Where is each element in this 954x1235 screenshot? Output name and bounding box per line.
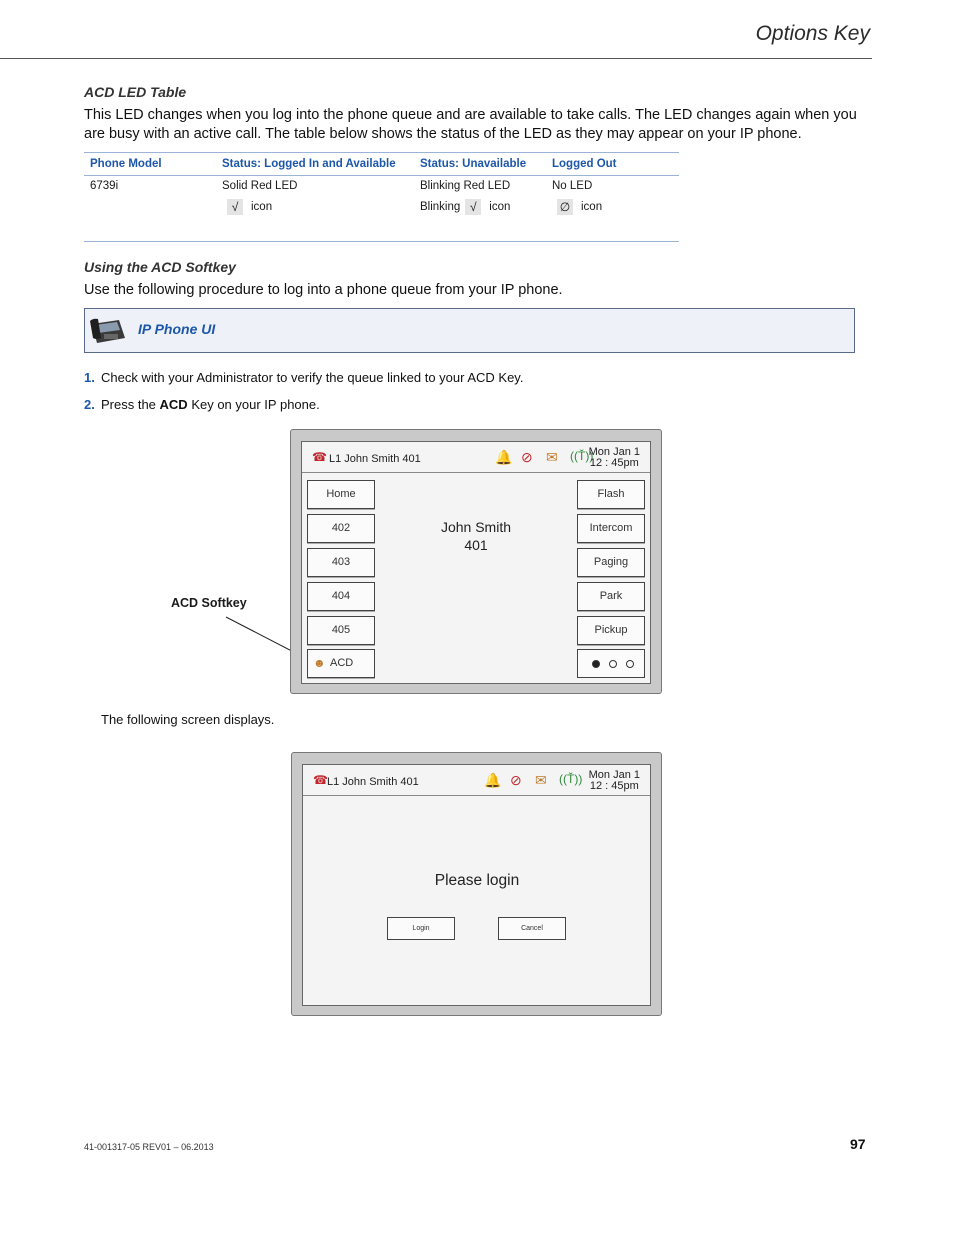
step-text-post: Key on your IP phone.	[187, 397, 320, 412]
login-prompt: Please login	[434, 872, 520, 889]
status-bar	[302, 442, 650, 473]
line-label: L1 John Smith 401	[329, 453, 421, 465]
phone-screen-1	[301, 441, 651, 684]
softkey-flash[interactable]: Flash	[577, 480, 645, 509]
ip-phone-ui-label: IP Phone UI	[138, 321, 216, 337]
step-text-pre: Press the	[101, 397, 160, 412]
date-time	[589, 447, 640, 469]
logged-out-text: No LED	[552, 180, 593, 192]
antenna-icon: ((Ť))	[570, 449, 594, 463]
phone-screen-2-frame	[291, 752, 662, 1016]
unavailable-text: Blinking Red LED	[420, 180, 511, 192]
login-button[interactable]: Login	[387, 917, 455, 940]
page-indicator-button[interactable]	[577, 649, 645, 678]
line-label: L1 John Smith 401	[327, 776, 419, 788]
col-unavailable: Status: Unavailable	[414, 153, 546, 176]
date-time	[589, 770, 640, 792]
col-logged-in: Status: Logged In and Available	[216, 153, 414, 176]
softkey-403[interactable]: 403	[307, 548, 375, 577]
acd-softkey-intro: Use the following procedure to log into a phone queue from your IP phone.	[84, 282, 563, 298]
logged-out-icon-label: icon	[581, 201, 603, 213]
cell-model	[84, 176, 216, 216]
cell-logged-out	[546, 176, 679, 216]
available-icon-label: icon	[251, 201, 273, 213]
model-value: 6739i	[90, 180, 119, 192]
step-text-bold: ACD	[159, 397, 188, 412]
envelope-icon: ✉	[546, 449, 558, 465]
step-1	[84, 370, 524, 385]
bell-icon: 🔔	[495, 449, 513, 465]
cancel-button[interactable]: Cancel	[498, 917, 566, 940]
date-text: Mon Jan 1	[588, 446, 640, 458]
phone-screen-1-frame	[290, 429, 662, 694]
phone-screen-2	[302, 764, 651, 1006]
acd-led-heading: ACD LED Table	[84, 84, 187, 100]
softkey-paging[interactable]: Paging	[577, 548, 645, 577]
acd-led-intro: This LED changes when you log into the phone queue and are available to take calls. The LED changes again when you are busy with an active call. The table below shows the status of the LED as they may appear on your IP phone.	[84, 107, 857, 142]
following-screen-text: The following screen displays.	[101, 712, 275, 727]
status-bar	[303, 765, 650, 796]
do-not-disturb-icon: ⊘	[521, 449, 533, 465]
page-number: 97	[850, 1136, 866, 1152]
date-text: Mon Jan 1	[588, 769, 640, 781]
softkey-intercom[interactable]: Intercom	[577, 514, 645, 543]
document-id: 41-001317-05 REV01 – 06.2013	[84, 1142, 214, 1152]
acd-led-table	[84, 152, 679, 215]
page-section-title: Options Key	[755, 22, 870, 45]
check-icon: √	[465, 199, 481, 215]
cell-unavailable	[414, 176, 546, 216]
unavailable-icon-label: icon	[489, 201, 511, 213]
time-text: 12 : 45pm	[589, 457, 639, 469]
antenna-icon: ((Ť))	[559, 772, 583, 786]
softkey-pickup[interactable]: Pickup	[577, 616, 645, 645]
caller-info	[422, 518, 530, 554]
page-dot	[609, 660, 617, 668]
bell-icon: 🔔	[484, 772, 502, 788]
cell-available	[216, 176, 414, 216]
caller-name: John Smith	[440, 519, 512, 535]
softkey-402[interactable]: 402	[307, 514, 375, 543]
phone-handset-icon: ☎	[313, 773, 328, 787]
empty-set-icon: ∅	[557, 199, 573, 215]
do-not-disturb-icon: ⊘	[510, 772, 522, 788]
agent-icon: ☻	[313, 656, 326, 670]
header-divider	[0, 58, 872, 59]
caller-extension: 401	[464, 537, 488, 553]
phone-handset-icon: ☎	[312, 450, 327, 464]
step-2	[84, 397, 320, 412]
table-row	[84, 176, 679, 216]
page-dot	[626, 660, 634, 668]
step-number: 2.	[84, 397, 95, 412]
desk-phone-icon	[89, 316, 127, 345]
envelope-icon: ✉	[535, 772, 547, 788]
available-text: Solid Red LED	[222, 180, 298, 192]
step-text: Check with your Administrator to verify the queue linked to your ACD Key.	[101, 370, 524, 385]
softkey-park[interactable]: Park	[577, 582, 645, 611]
softkey-home[interactable]: Home	[307, 480, 375, 509]
softkey-404[interactable]: 404	[307, 582, 375, 611]
softkey-acd-label: ACD	[330, 657, 354, 669]
softkey-405[interactable]: 405	[307, 616, 375, 645]
table-bottom-rule	[84, 241, 679, 242]
acd-softkey-heading: Using the ACD Softkey	[84, 259, 236, 275]
col-logged-out: Logged Out	[546, 153, 679, 176]
col-phone-model: Phone Model	[84, 153, 216, 176]
check-icon: √	[227, 199, 243, 215]
page-dot-active	[592, 660, 600, 668]
softkey-acd[interactable]	[307, 649, 375, 678]
step-number: 1.	[84, 370, 95, 385]
table-header-row	[84, 153, 679, 176]
time-text: 12 : 45pm	[589, 780, 639, 792]
acd-softkey-callout: ACD Softkey	[171, 596, 247, 610]
unavailable-icon-prefix: Blinking	[420, 201, 461, 213]
